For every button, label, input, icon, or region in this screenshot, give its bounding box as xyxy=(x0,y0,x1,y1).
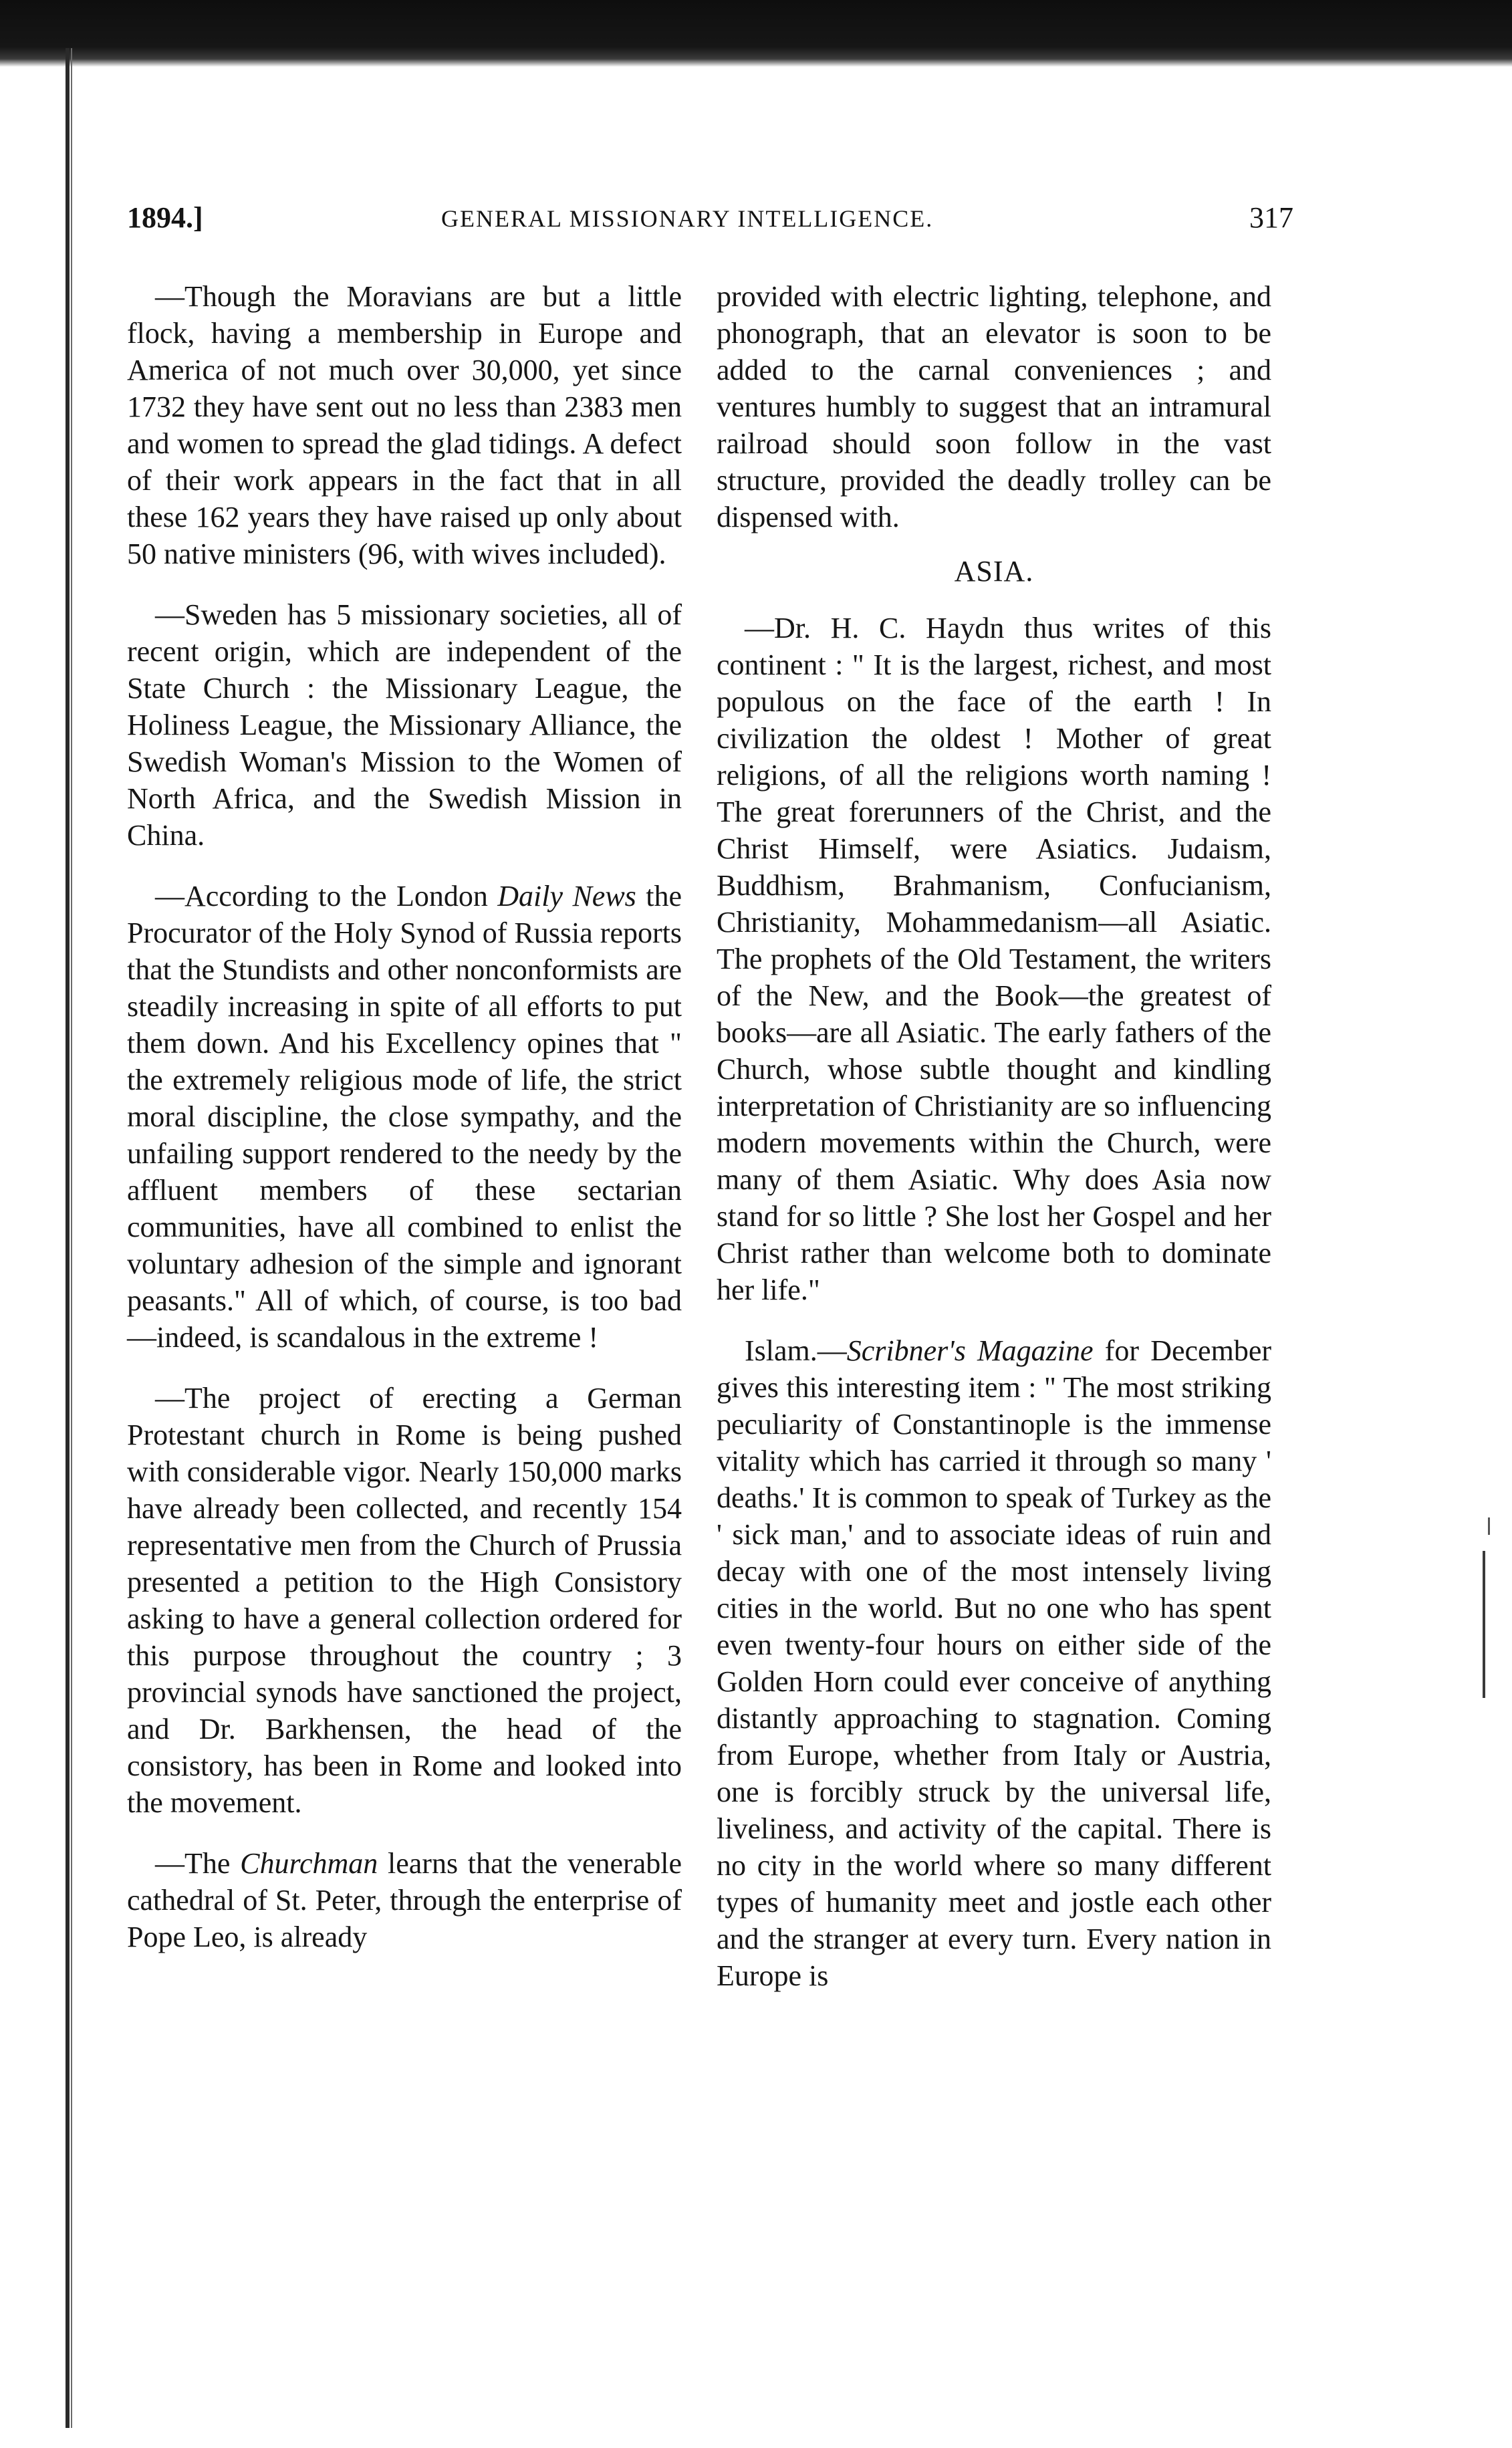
scribners-title: Scribner's Magazine xyxy=(846,1334,1094,1367)
paragraph-churchman-lead: —The xyxy=(155,1847,241,1880)
left-column xyxy=(127,278,682,1979)
margin-mark xyxy=(1483,1551,1485,1698)
running-title: GENERAL MISSIONARY INTELLIGENCE. xyxy=(441,205,934,232)
paragraph-moravians: —Though the Moravians are but a little flock, having a membership in Europe and America of not much over 30,000, yet since 1732 they have sent out no less than 2383 men and women to spread the glad tidings. A defect of their work appears in the fact that in all these 162 years they have raised up only about 50 native ministers (96, with wives included). xyxy=(127,280,682,570)
margin-mark-small xyxy=(1488,1517,1490,1535)
daily-news-title: Daily News xyxy=(497,880,636,912)
paragraph-rome-church: —The project of erecting a German Protestant church in Rome is being pushed with considerable vigor. Nearly 150,000 marks have already been collected, and recently 154 representative men from the Church of Prussia presented a petition to the High Consistory asking to have a general collection ordered for this purpose throughout the country ; 3 provincial synods have sanctioned the project, and Dr. Barkhensen, the head of the consistory, has been in Rome and looked into the movement. xyxy=(127,1382,682,1819)
right-column xyxy=(717,278,1271,2018)
churchman-title: Churchman xyxy=(240,1847,378,1880)
section-heading-asia: ASIA. xyxy=(954,555,1034,588)
paragraph-russia xyxy=(127,878,682,1356)
scan-top-border xyxy=(0,0,1512,67)
page-header xyxy=(127,201,1293,241)
header-year: 1894.] xyxy=(127,201,203,234)
paragraph-islam-body: for December gives this interesting item : " The most striking peculiarity of Constantinople is the immense vitality which has carried it through so many ' deaths.' It is common to speak of Turkey as the ' sick man,' and to associate ideas of ruin and decay with one of the most intensely living cities in the world. But no one who has spent even twenty-four hours on either side of the Golden Horn could ever conceive of anything distantly approaching to stagnation. Coming from Europe, whether from Italy or Austria, one is forcibly struck by the universal life, liveliness, and activity of the capital. There is no city in the world where so many different types of humanity meet and jostle each other and the stranger at every turn. Every nation in Europe is xyxy=(717,1334,1271,1992)
paragraph-churchman xyxy=(127,1845,682,1955)
paragraph-russia-body: the Procurator of the Holy Synod of Russia reports that the Stundists and other nonconformists are steadily increasing in spite of all efforts to put them down. And his Excellency opines that " the extremely religious mode of life, the strict moral discipline, the close sympathy, and the unfailing support rendered to the needy by the affluent members of these sectarian communities, have all combined to enlist the voluntary adhesion of the simple and ignorant peasants." All of which, of course, is too bad—indeed, is scandalous in the extreme ! xyxy=(127,880,682,1354)
paragraph-russia-lead: —According to the London xyxy=(155,880,498,912)
scan-left-border xyxy=(66,48,70,2428)
page-number: 317 xyxy=(1249,201,1293,234)
paragraph-islam xyxy=(717,1332,1271,1994)
paragraph-haydn: —Dr. H. C. Haydn thus writes of this continent : " It is the largest, richest, and most populous on the face of the earth ! In civilization the oldest ! Mother of great religions, of all the religions worth naming ! The great forerunners of the Christ, and the Christ Himself, were Asiatics. Judaism, Buddhism, Brahmanism, Confucianism, Christianity, Mohammedanism—all Asiatic. The prophets of the Old Testament, the writers of the New, and the Book—the greatest of books—are all Asiatic. The early fathers of the Church, whose subtle thought and kindling interpretation of Christianity are so influencing modern movements within the Church, were many of them Asiatic. Why does Asia now stand for so little ? She lost her Gospel and her Christ rather than welcome both to dominate her life." xyxy=(717,612,1271,1306)
paragraph-islam-lead: Islam.— xyxy=(745,1334,847,1367)
paragraph-sweden: —Sweden has 5 missionary societies, all of recent origin, which are independent of the State Church : the Missionary League, the Holiness League, the Missionary Alliance, the Swedish Woman's Mission to the Women of North Africa, and the Swedish Mission in China. xyxy=(127,598,682,852)
scan-left-border-inner xyxy=(71,48,72,2428)
paragraph-churchman-body: learns that the venerable cathedral of St. Peter, through the enterprise of Pope Leo, is already xyxy=(127,1847,682,1953)
paragraph-st-peter-continued: provided with electric lighting, telephone, and phonograph, that an elevator is soon to be added to the carnal conveniences ; and ventures humbly to suggest that an intramural railroad should soon follow in the vast structure, provided the deadly trolley can be dispensed with. xyxy=(717,280,1271,533)
